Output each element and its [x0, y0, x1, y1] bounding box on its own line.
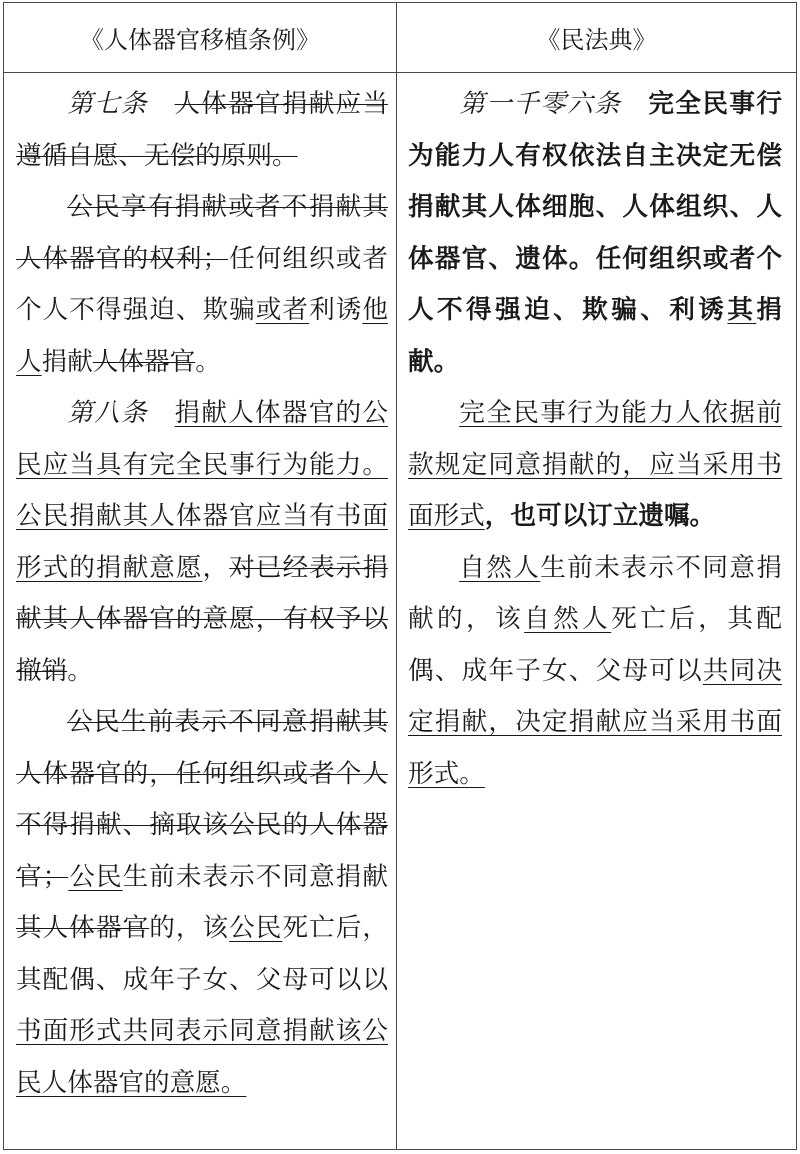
body-text: 捐献	[41, 346, 93, 377]
article-number: 第七条	[67, 89, 148, 119]
inserted-text: 书面形式共同表示同意捐献该公民人体器官的意愿。	[16, 1016, 388, 1098]
body-text: ，	[202, 552, 230, 583]
body-text: 。	[67, 655, 93, 686]
deleted-text: 人体器官捐献应当遵循自愿、无偿的原则。	[16, 89, 388, 171]
left-column	[16, 79, 388, 1109]
right-paragraph-3	[408, 543, 782, 801]
article-number: 第八条	[67, 398, 148, 428]
deleted-text: 公民享有捐献或者不捐献其人体器官的权利；	[16, 192, 388, 274]
article-gap	[621, 89, 648, 119]
header-right: 《民法典》	[536, 26, 657, 54]
inserted-text: 他人	[16, 295, 388, 377]
right-paragraph-1	[408, 79, 782, 388]
body-text: 。	[195, 346, 221, 377]
body-text: 死亡后，其配偶、成年子女、父母可以	[408, 604, 782, 686]
deleted-text: 人体器官	[92, 346, 196, 377]
inserted-text: 或者	[255, 295, 310, 325]
inserted-text: 自然人	[459, 552, 541, 583]
article-number: 第一千零六条	[459, 89, 622, 119]
inserted-text: 其	[727, 295, 757, 325]
inserted-text: 共同决定捐献，决定捐献应当采用书面形式。	[408, 655, 782, 789]
article-gap	[148, 398, 175, 428]
left-paragraph-4	[16, 697, 388, 1109]
article-gap	[148, 89, 175, 119]
header-left: 《人体器官移植条例》	[80, 26, 320, 54]
right-paragraph-2	[408, 388, 782, 543]
inserted-text: 公民	[68, 861, 123, 892]
body-text: 任何组织或者个人不得强迫、欺骗	[16, 243, 388, 325]
inserted-text: 完全民事行为能力人依据前款规定同意捐献的，应当采用书面形式	[408, 398, 782, 531]
comparison-table	[3, 2, 797, 1150]
body-text: 利诱	[309, 295, 363, 325]
deleted-text: 对已经表示捐献其人体器官的意愿，有权予以撤销	[16, 552, 388, 686]
body-text: 生前未表示不同意捐献	[122, 861, 388, 892]
body-text: 完全民事行为能力人有权依法自主决定无偿捐献其人体细胞、人体组织、人体器官、遗体。任何组织或者个人不得强迫、欺骗、利诱	[408, 89, 782, 325]
inserted-text: 公民	[229, 913, 283, 943]
body-text: 死亡后，其配偶、成年子女、父母可以	[16, 913, 388, 995]
left-paragraph-3	[16, 388, 388, 697]
left-paragraph-2	[16, 182, 388, 388]
body-text: 生前未表示不同意捐献的，该	[408, 552, 782, 634]
inserted-text: 自然人	[524, 604, 612, 634]
right-column	[408, 79, 782, 800]
inserted-text: 捐献人体器官的公民应当具有完全民事行为能力。公民捐献其人体器官应当有书面形式的捐献意愿	[16, 398, 388, 583]
deleted-text: 公民生前表示不同意捐献其人体器官的，任何组织或者个人不得捐献、摘取该公民的人体器官；	[16, 707, 388, 892]
header-divider	[4, 72, 796, 73]
column-divider	[396, 3, 397, 1149]
body-text: 捐献。	[408, 295, 782, 377]
body-text: 以	[362, 964, 388, 995]
body-text: 的，该	[149, 913, 230, 943]
deleted-text: 其人体器官	[16, 913, 150, 943]
left-paragraph-1	[16, 79, 388, 182]
body-text: ，也可以订立遗嘱。	[484, 501, 716, 531]
